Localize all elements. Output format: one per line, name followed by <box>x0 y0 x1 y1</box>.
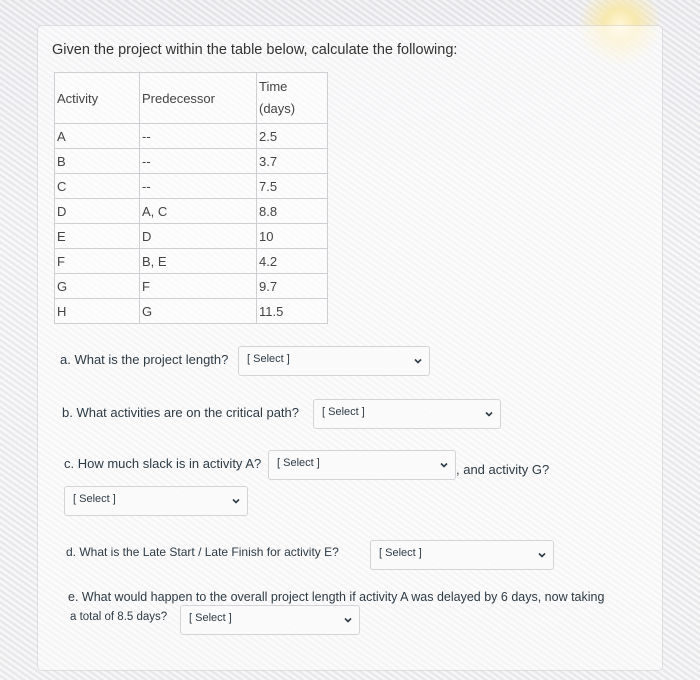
cell-activity: H <box>55 299 140 324</box>
cell-time: 4.2 <box>257 249 328 274</box>
cell-predecessor: G <box>140 299 257 324</box>
project-table <box>54 72 328 324</box>
cell-activity: E <box>55 224 140 249</box>
question-d-text: d. What is the Late Start / Late Finish for activity E? <box>66 545 339 559</box>
question-d-select[interactable] <box>370 540 554 570</box>
question-a-text: a. What is the project length? <box>60 352 229 367</box>
cell-time: 7.5 <box>257 174 328 199</box>
cell-activity: A <box>55 124 140 149</box>
header-time-unit: (days) <box>259 101 296 116</box>
question-b-select[interactable] <box>313 399 501 429</box>
table-row <box>55 174 328 199</box>
chevron-down-icon <box>343 615 353 625</box>
question-c-select-a-value: [ Select ] <box>277 457 320 469</box>
question-c-text-2: , and activity G? <box>456 462 550 477</box>
table-header-row <box>55 73 328 124</box>
cell-predecessor: D <box>140 224 257 249</box>
cell-activity: D <box>55 199 140 224</box>
question-e-select[interactable] <box>180 605 360 635</box>
question-a-select-value: [ Select ] <box>247 353 290 365</box>
question-c-select-a[interactable] <box>268 450 456 480</box>
chevron-down-icon <box>484 409 494 419</box>
cell-time: 11.5 <box>257 299 328 324</box>
cell-activity: F <box>55 249 140 274</box>
question-c-select-g-value: [ Select ] <box>73 493 116 505</box>
header-activity: Activity <box>55 73 140 124</box>
chevron-down-icon <box>439 460 449 470</box>
cell-time: 8.8 <box>257 199 328 224</box>
table-row <box>55 249 328 274</box>
cell-activity: C <box>55 174 140 199</box>
question-b-text: b. What activities are on the critical path? <box>62 405 300 420</box>
table-row <box>55 149 328 174</box>
cell-predecessor: A, C <box>140 199 257 224</box>
question-d-select-value: [ Select ] <box>379 547 422 559</box>
question-a-select[interactable] <box>238 346 430 376</box>
cell-predecessor: -- <box>140 124 257 149</box>
table-row <box>55 124 328 149</box>
header-predecessor: Predecessor <box>140 73 257 124</box>
header-time-label: Time <box>259 79 288 94</box>
chevron-down-icon <box>231 496 241 506</box>
cell-predecessor: F <box>140 274 257 299</box>
table-row <box>55 299 328 324</box>
question-c-text: c. How much slack is in activity A? <box>64 456 262 471</box>
question-c-select-g[interactable] <box>64 486 248 516</box>
chevron-down-icon <box>413 356 423 366</box>
header-time <box>257 73 328 124</box>
cell-time: 2.5 <box>257 124 328 149</box>
cell-activity: B <box>55 149 140 174</box>
question-e-select-value: [ Select ] <box>189 612 232 624</box>
cell-time: 3.7 <box>257 149 328 174</box>
question-e-text: e. What would happen to the overall project length if activity A was delayed by 6 days, now taking <box>68 590 605 604</box>
table-row <box>55 224 328 249</box>
cell-activity: G <box>55 274 140 299</box>
cell-predecessor: -- <box>140 174 257 199</box>
chevron-down-icon <box>537 550 547 560</box>
question-b-select-value: [ Select ] <box>322 406 365 418</box>
cell-time: 10 <box>257 224 328 249</box>
table-row <box>55 274 328 299</box>
question-e-text-2: a total of 8.5 days? <box>70 611 168 623</box>
question-title: Given the project within the table below, calculate the following: <box>52 42 458 58</box>
cell-predecessor: -- <box>140 149 257 174</box>
cell-predecessor: B, E <box>140 249 257 274</box>
cell-time: 9.7 <box>257 274 328 299</box>
table-row <box>55 199 328 224</box>
